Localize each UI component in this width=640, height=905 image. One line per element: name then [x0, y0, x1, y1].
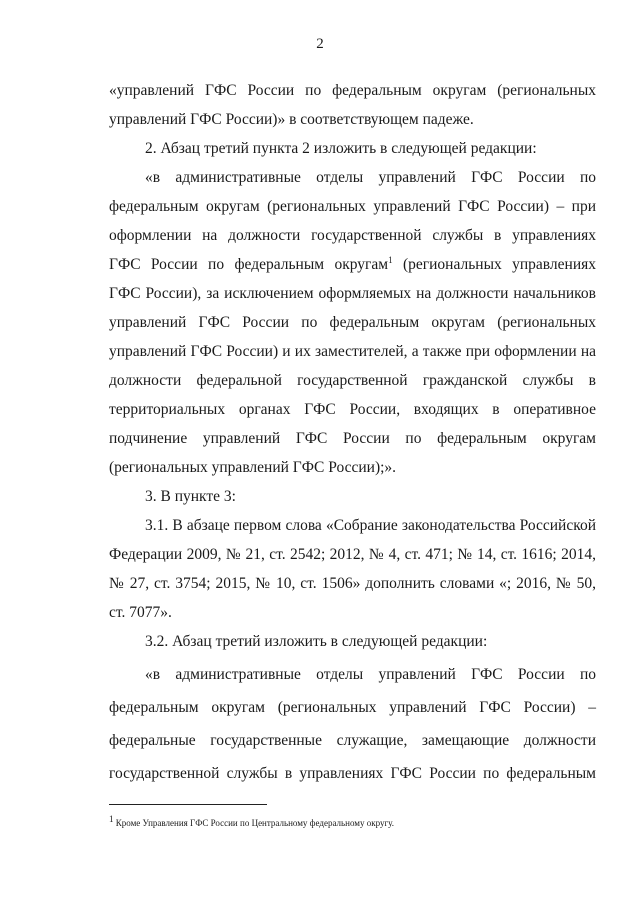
text-line: «управлений ГФС России по федеральным округам (региональных — [109, 82, 596, 99]
text-line: федеральным округам (региональных управлений ГФС России) – — [109, 699, 596, 716]
text-line: федеральные государственные служащие, замещающие должности — [109, 732, 596, 749]
text-line: 3. В пункте 3: — [145, 488, 236, 505]
text-line: должности федеральной государственной гражданской службы в — [109, 372, 596, 389]
text-line: 3.2. Абзац третий изложить в следующей редакции: — [145, 633, 488, 650]
text-segment: ГФС России по федеральным округам — [109, 256, 389, 273]
text-line: 2. Абзац третий пункта 2 изложить в следующей редакции: — [145, 140, 537, 157]
text-line: (региональных управлений ГФС России);». — [109, 459, 397, 476]
text-line: ст. 7077». — [109, 604, 172, 621]
footnote-reference: 1 — [388, 254, 393, 265]
text-line: подчинение управлений ГФС России по федеральным округам — [109, 430, 596, 447]
text-line: оформлении на должности государственной службы в управлениях — [109, 227, 596, 244]
text-line: Федерации 2009, № 21, ст. 2542; 2012, № 4, ст. 471; № 14, ст. 1616; 2014, — [109, 546, 596, 563]
text-segment: (региональных управлениях — [392, 256, 596, 273]
text-line: государственной службы в управлениях ГФС России по федеральным — [109, 765, 596, 782]
footnote — [109, 814, 395, 829]
text-line: ГФС России), за исключением оформляемых на должности начальников — [109, 285, 596, 302]
text-line-with-footnote-ref — [109, 255, 596, 275]
text-line: «в административные отделы управлений ГФС России по — [145, 169, 596, 186]
text-line: «в административные отделы управлений ГФС России по — [145, 666, 596, 683]
text-line: управлений ГФС России)» в соответствующем падеже. — [109, 111, 474, 128]
footnote-text: Кроме Управления ГФС России по Центральному федеральному округу. — [115, 818, 395, 828]
footnote-separator — [109, 804, 267, 805]
text-line: управлений ГФС России по федеральным округам (региональных — [109, 314, 596, 331]
text-line: управлений ГФС России) и их заместителей, а также при оформлении на — [109, 343, 596, 360]
footnote-mark: 1 — [109, 814, 114, 824]
text-line: № 27, ст. 3754; 2015, № 10, ст. 1506» дополнить словами «; 2016, № 50, — [109, 575, 596, 592]
text-line: 3.1. В абзаце первом слова «Собрание законодательства Российской — [145, 517, 596, 534]
page-number: 2 — [316, 36, 324, 52]
text-line: федеральным округам (региональных управлений ГФС России) – при — [109, 198, 596, 215]
text-line: территориальных органах ГФС России, входящих в оперативное — [109, 401, 596, 418]
